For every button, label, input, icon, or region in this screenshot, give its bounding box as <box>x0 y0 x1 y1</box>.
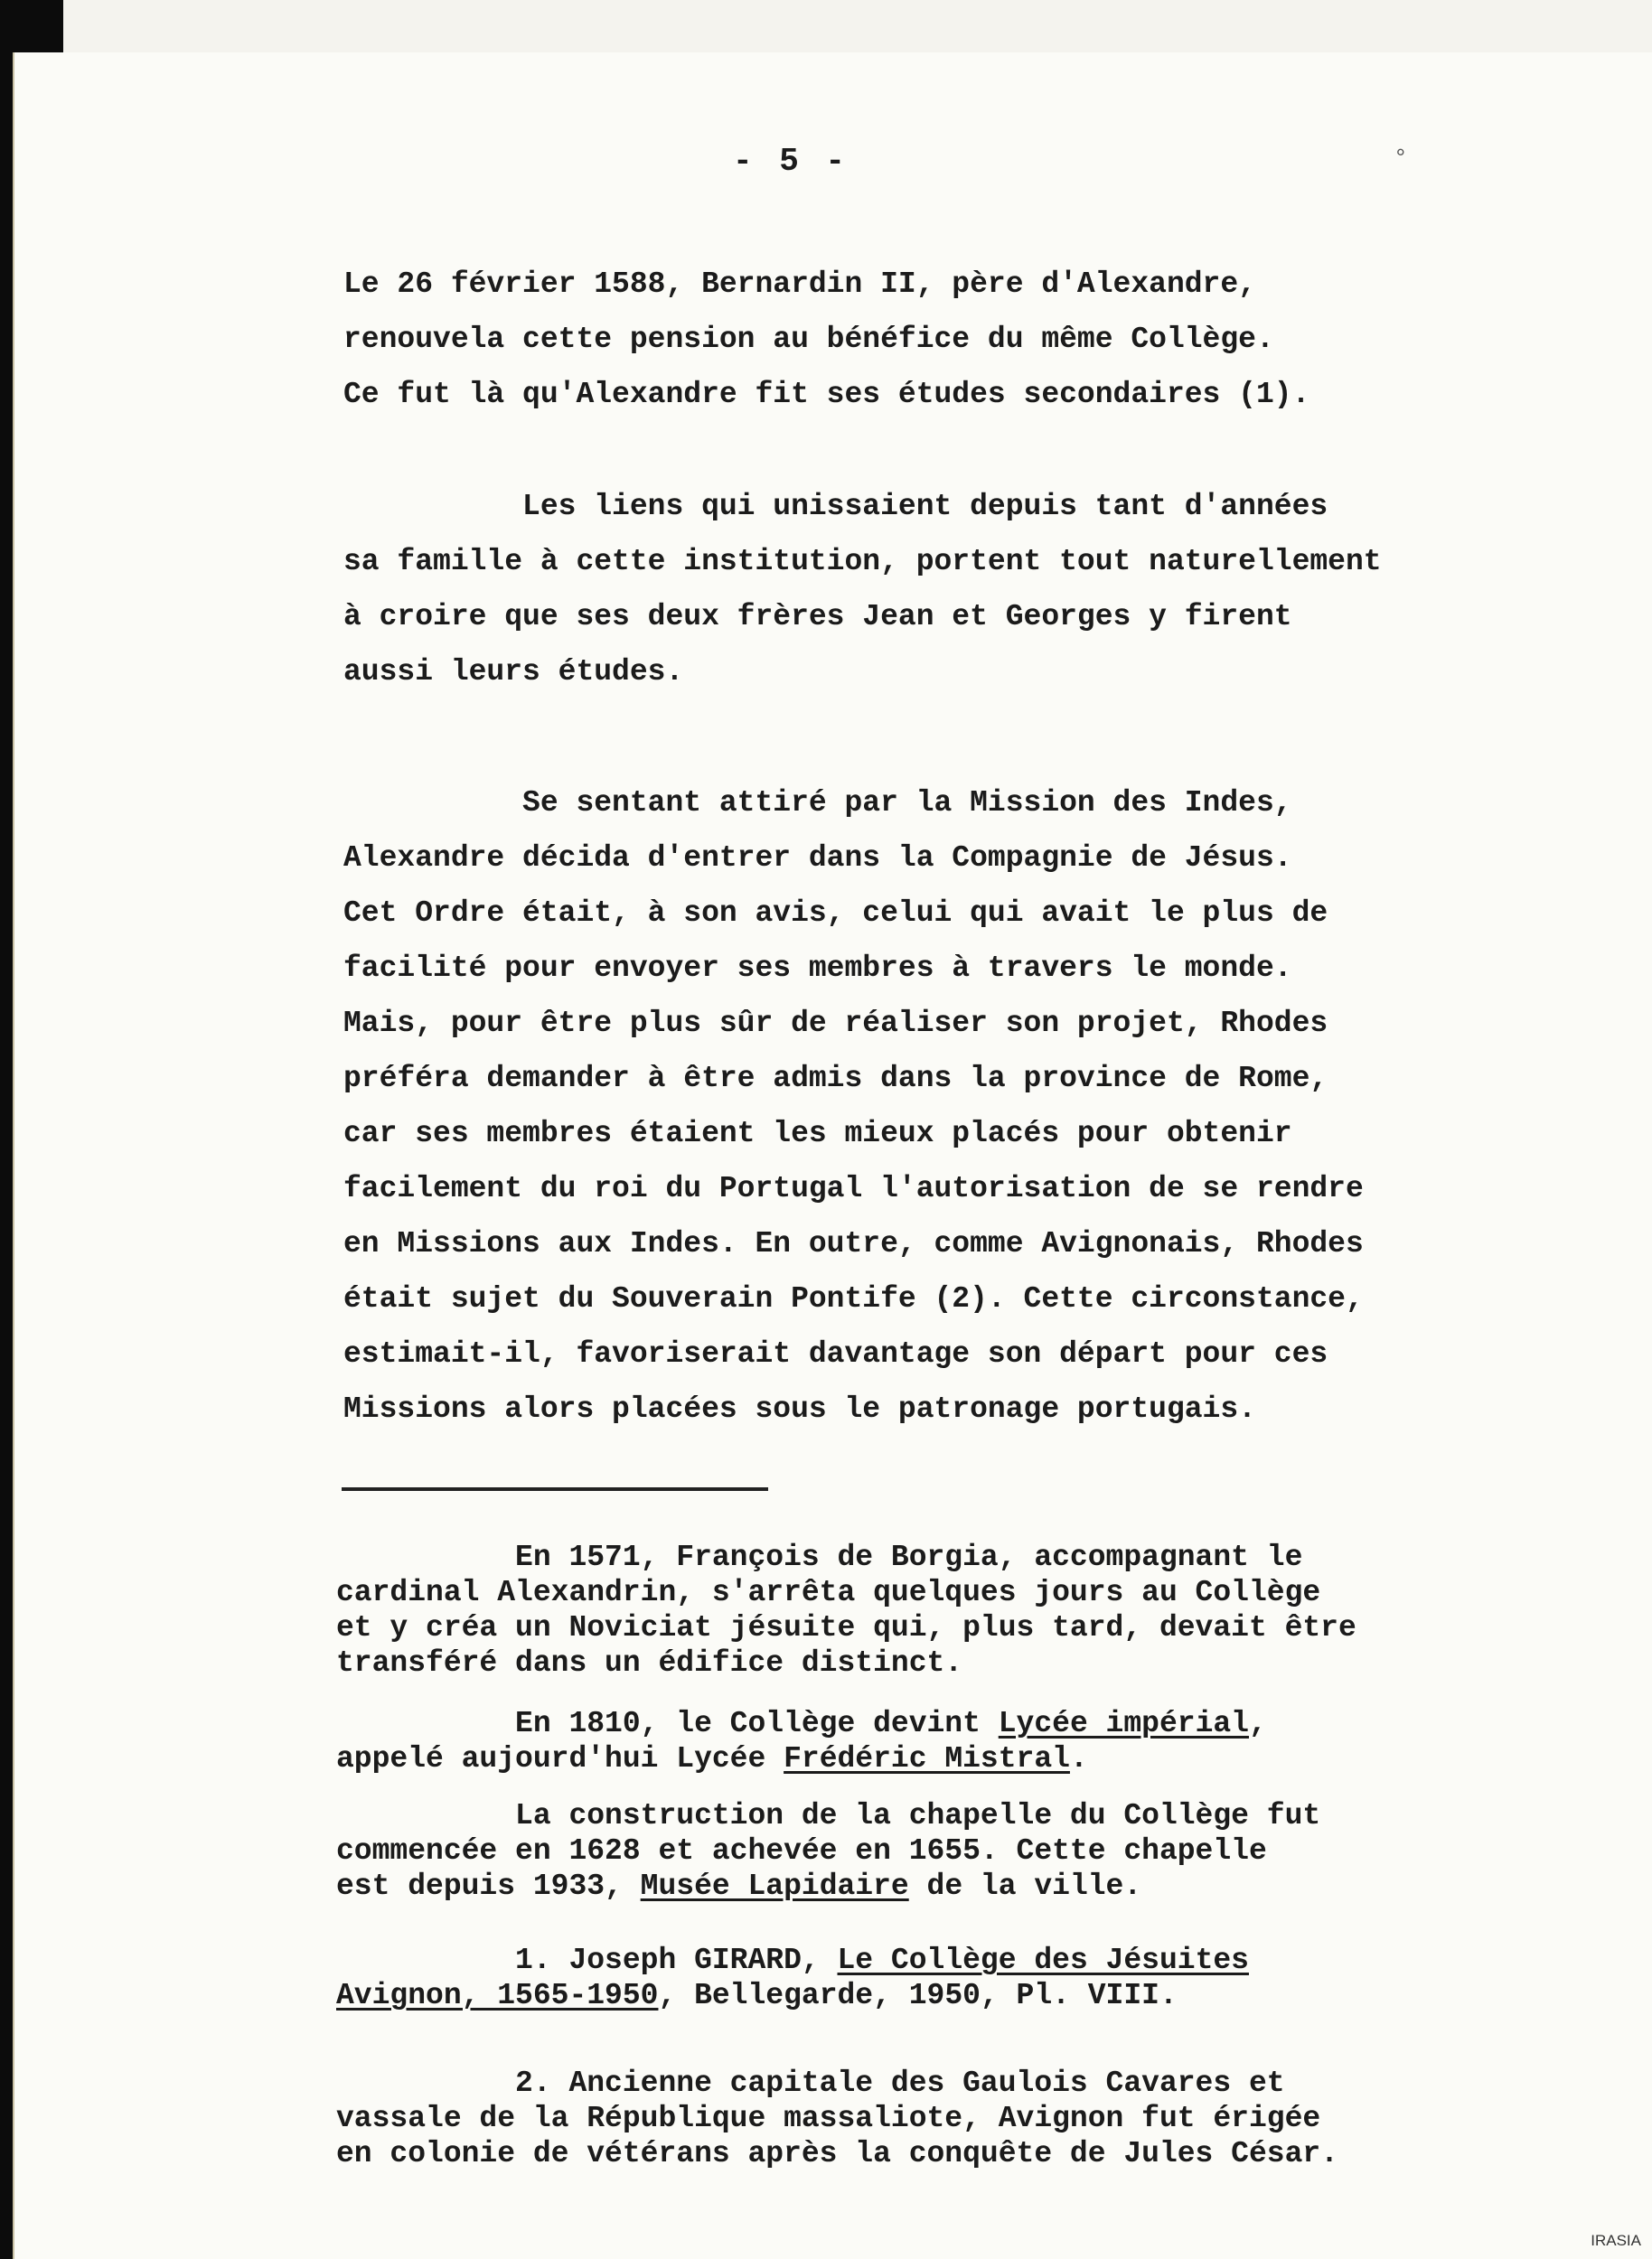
text-line: Missions alors placées sous le patronage portugais. <box>343 1392 1256 1426</box>
footnote-separator <box>342 1487 768 1491</box>
text-line: Ce fut là qu'Alexandre fit ses études secondaires (1). <box>343 378 1310 411</box>
text-line: Le 26 février 1588, Bernardin II, père d'Alexandre, <box>343 267 1256 301</box>
text-line: aussi leurs études. <box>343 655 684 689</box>
text-line: et y créa un Noviciat jésuite qui, plus tard, devait être <box>336 1611 1356 1645</box>
text-span: de la ville. <box>908 1870 1142 1903</box>
text-line: à croire que ses deux frères Jean et Georges y firent <box>343 600 1292 633</box>
text-line <box>336 1741 1601 1776</box>
text-span: . <box>1069 1742 1088 1776</box>
text-line: transféré dans un édifice distinct. <box>336 1646 963 1680</box>
note-college-history <box>336 1540 1601 1681</box>
text-line <box>336 1943 1601 1978</box>
paragraph-3 <box>343 775 1600 1437</box>
text-line: 2. Ancienne capitale des Gaulois Cavares et <box>336 2067 1285 2100</box>
text-line: facilité pour envoyer ses membres à travers le monde. <box>343 951 1292 985</box>
text-span: est depuis 1933, <box>336 1870 641 1903</box>
text-line: était sujet du Souverain Pontife (2). Cette circonstance, <box>343 1282 1364 1316</box>
underlined-text: Avignon, 1565-1950 <box>336 1979 659 2012</box>
footnote-1 <box>336 1943 1601 2013</box>
paragraph-2 <box>343 479 1600 699</box>
text-line: renouvela cette pension au bénéfice du même Collège. <box>343 323 1274 356</box>
text-line <box>336 1706 1601 1741</box>
text-line: Se sentant attiré par la Mission des Indes, <box>343 786 1292 820</box>
text-line: estimait-il, favoriserait davantage son départ pour ces <box>343 1337 1328 1371</box>
text-line: Cet Ordre était, à son avis, celui qui avait le plus de <box>343 896 1328 930</box>
text-span: appelé aujourd'hui Lycée <box>336 1742 784 1776</box>
footnote-2 <box>336 2066 1601 2171</box>
underlined-text: Frédéric Mistral <box>784 1742 1070 1776</box>
text-line: En 1571, François de Borgia, accompagnant le <box>336 1541 1303 1574</box>
scan-speck: ° <box>1394 145 1408 172</box>
note-lycee <box>336 1706 1601 1776</box>
text-line: facilement du roi du Portugal l'autorisation de se rendre <box>343 1172 1364 1205</box>
text-line: vassale de la République massaliote, Avignon fut érigée <box>336 2102 1321 2135</box>
text-line: en colonie de vétérans après la conquête de Jules César. <box>336 2137 1338 2170</box>
text-line: commencée en 1628 et achevée en 1655. Cette chapelle <box>336 1834 1267 1868</box>
text-line: Alexandre décida d'entrer dans la Compagnie de Jésus. <box>343 841 1292 875</box>
text-span: , <box>1248 1707 1267 1740</box>
watermark: IRASIA <box>1591 2232 1641 2249</box>
underlined-text: Musée Lapidaire <box>640 1870 909 1903</box>
text-line: en Missions aux Indes. En outre, comme Avignonais, Rhodes <box>343 1227 1364 1261</box>
text-line: préféra demander à être admis dans la province de Rome, <box>343 1062 1328 1095</box>
paragraph-1 <box>343 257 1600 422</box>
underlined-text: Le Collège des Jésuites <box>837 1944 1249 1977</box>
text-line: car ses membres étaient les mieux placés pour obtenir <box>343 1117 1292 1150</box>
page-number: - 5 - <box>732 143 849 180</box>
text-line <box>336 1869 1601 1904</box>
underlined-text: Lycée impérial <box>998 1707 1249 1740</box>
note-chapelle <box>336 1798 1601 1904</box>
text-line: cardinal Alexandrin, s'arrêta quelques jours au Collège <box>336 1576 1321 1609</box>
text-line <box>336 1978 1601 2013</box>
text-line: Mais, pour être plus sûr de réaliser son projet, Rhodes <box>343 1007 1328 1040</box>
text-line: La construction de la chapelle du Collège fut <box>336 1799 1321 1833</box>
text-span: , Bellegarde, 1950, Pl. VIII. <box>658 1979 1178 2012</box>
text-line: sa famille à cette institution, portent tout naturellement <box>343 545 1382 578</box>
text-line: Les liens qui unissaient depuis tant d'années <box>343 490 1328 523</box>
text-span: 1. Joseph GIRARD, <box>336 1944 838 1977</box>
text-span: En 1810, le Collège devint <box>336 1707 999 1740</box>
